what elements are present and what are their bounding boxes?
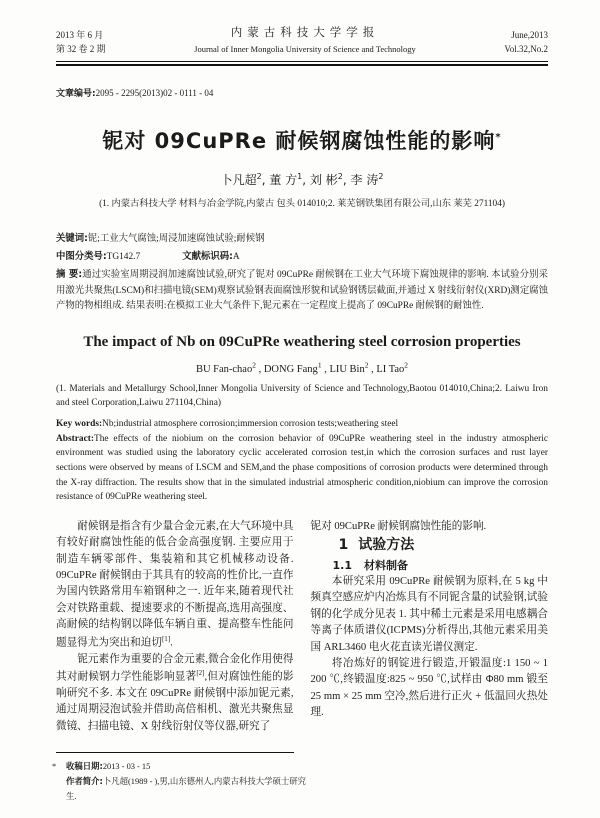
body-paragraph-continuation: 铌对 09CuPRe 耐候钢腐蚀性能的影响. xyxy=(310,520,487,532)
bio-label: 作者简介: xyxy=(66,776,103,787)
header-date-cn: 2013 年 6 月 xyxy=(56,30,104,40)
header-center xyxy=(194,24,416,56)
clc-value: TG142.7 xyxy=(106,252,141,263)
meta-block-cn xyxy=(56,231,548,314)
citation-ref: [2] xyxy=(196,668,205,677)
article-number-label: 文章编号: xyxy=(56,89,96,99)
right-column xyxy=(311,519,549,735)
citation-ref: [1] xyxy=(161,634,171,643)
clc-label: 中图分类号: xyxy=(56,251,107,263)
keywords-en xyxy=(56,419,548,429)
abstract-cn-text: 通过实验室周期浸润加速腐蚀试验,研究了铌对 09CuPRe 耐候钢在工业大气环境下腐蚀规律的影响. 本试验分别采用激光共聚焦(LSCM)和扫描电镜(SEM)观察试验钢表面腐蚀形貌和试验钢锈层截面,并通过 X 射线衍射仪(XRD)测定腐蚀产物的物相组成. 结果表明:在模拟工业大气条件下,铌元素在一定程度上提高了 09CuPRe 耐候钢的耐蚀性. xyxy=(56,270,548,311)
author-cn: 卜凡超$^2$, xyxy=(220,172,266,187)
paper-title-en: The impact of Nb on 09CuPRe weathering steel corrosion properties xyxy=(83,334,521,351)
keywords-cn xyxy=(56,231,548,247)
authors-cn xyxy=(56,171,548,188)
title-footnote-star: * xyxy=(495,132,502,143)
left-column xyxy=(56,519,294,735)
affiliation-cn: (1. 内蒙古科技大学 材料与冶金学院,内蒙古 包头 014010;2. 莱芜钢铁集团有限公司,山东 莱芜 271104) xyxy=(99,199,505,209)
paper-title-cn xyxy=(56,125,548,155)
received-value: 2013 - 03 - 15 xyxy=(102,762,151,772)
header-date-en: June,2013 xyxy=(511,30,548,40)
abstract-en-label: Abstract: xyxy=(56,433,95,444)
author-cn: 董 方$^1$, xyxy=(269,172,307,187)
journal-title-cn: 内蒙古科技大学学报 xyxy=(230,25,380,39)
bio-value: 卜凡超(1989 - ),男,山东德州人,内蒙古科技大学硕士研究生. xyxy=(66,777,306,801)
abstract-en-text: The effects of the niobium on the corrosion behavior of 09CuPRe weathering steel in the industry atmospheric environment was studied using the laboratory cyclic accelerated corrosion test,in which the corrosion surfaces and rust layer sections were observed by means of LSCM and SEM,and the phase compositions of corrosion products were determined through the X-ray diffraction. The results show that in the simulated industrial atmospheric condition,niobium can improve the corrosion resistance of 09CuPRe weathering steel. xyxy=(56,433,548,503)
author-cn: 李 涛$^2$ xyxy=(350,172,384,187)
keywords-en-text: Nb;industrial atmosphere corrosion;immersion corrosion tests;weathering steel xyxy=(102,418,399,429)
abstract-cn-label: 摘 要: xyxy=(56,269,83,281)
author-cn: 刘 彬$^2$, xyxy=(309,172,347,187)
doccode-value: A xyxy=(232,252,240,263)
abstract-en xyxy=(56,432,548,505)
keywords-en-label: Key words: xyxy=(56,418,103,429)
body-paragraph: 本研究采用 09CuPRe 耐候钢为原料,在 5 kg 中频真空感应炉内冶炼具有不同铌含量的试验钢,试验钢的化学成分见表 1. 其中稀土元素是采用电感耦合等离子体质谱仪(ICPMS)分析得出,其他元素采用美国 ARL3460 电火花直读光谱仪测定. xyxy=(310,575,548,653)
keywords-cn-label: 关键词: xyxy=(56,233,88,244)
header-issue-cn: 第 32 卷 2 期 xyxy=(56,43,106,54)
keywords-cn-text: 铌;工业大气腐蚀;周浸加速腐蚀试验;耐候钢 xyxy=(87,234,265,244)
author-en: BU Fan-chao$^2$ , xyxy=(195,360,262,375)
header-rule xyxy=(56,61,548,66)
abstract-cn xyxy=(56,267,548,314)
article-number-value: 2095 - 2295(2013)02 - 0111 - 04 xyxy=(95,88,214,98)
section-heading-1-1: 1.1 材料制备 xyxy=(332,558,408,572)
body-paragraph: 将冶炼好的钢锭进行锻造,开锻温度:1 150 ~ 1 200 ℃,终锻温度:825 ~ 950 ℃,试样由 Φ80 mm 锻至 25 mm × 25 mm 空冷,然后进行正火 + 低温回火热处理. xyxy=(310,657,548,719)
author-en: LIU Bin$^2$ , xyxy=(329,360,374,375)
footnote-star: * xyxy=(52,762,57,772)
body-paragraph: 铌元素作为重要的合金元素,微合金化作用使得其对耐候钢力学性能影响显著[2],但对腐蚀性能的影响研究不多. 本文在 09CuPRe 耐候钢中添加铌元素,通过周期浸泡试验并借助高倍相机、激光共聚焦显微镜、扫描电镜、X 射线衍射仪等仪器,研究了 xyxy=(56,653,294,732)
body-paragraph: 耐候钢是指含有少量合金元素,在大气环境中具有较好耐腐蚀性能的低合金高强度钢. 主要应用于制造车辆零部件、集装箱和其它机械移动设备. 09CuPRe 耐候钢由于其具有的较高的性价比,一直作为国内铁路常用车箱钢种之一. 近年来,随着现代社会对铁路重载、提速要求的不断提高,选用高强度、高耐候的结构钢以降低车辆自重、提高整车性能问题显得尤为突出和迫切[1]. xyxy=(56,520,294,649)
article-number xyxy=(56,86,548,99)
received-label: 收稿日期: xyxy=(66,761,103,772)
affiliation-en: (1. Materials and Metallurgy School,Inner Mongolia University of Science and Technology,Baotou 014010,China;2. Laiwu Iron and steel Corporation,Laiwu 271104,China) xyxy=(56,383,548,408)
journal-header xyxy=(56,24,548,56)
author-en: DONG Fang$^1$ , xyxy=(263,360,327,375)
header-right xyxy=(504,29,548,56)
header-issue-en: Vol.32,No.2 xyxy=(504,43,548,54)
doccode-label: 文献标识码: xyxy=(182,251,233,263)
footnote xyxy=(52,752,306,804)
footnote-rule xyxy=(56,752,294,753)
footnote-bio xyxy=(56,774,306,804)
author-en: LI Tao$^2$ xyxy=(376,360,409,375)
journal-title-en: Journal of Inner Mongolia University of Science and Technology xyxy=(194,44,416,55)
body-columns xyxy=(56,519,548,735)
header-left xyxy=(56,29,106,56)
authors-en xyxy=(56,360,548,375)
clc-line xyxy=(56,249,548,265)
paper-title-cn-text: 铌对 09CuPRe 耐候钢腐蚀性能的影响 xyxy=(102,129,496,153)
section-heading-1: 1 试验方法 xyxy=(338,537,415,554)
footnote-received xyxy=(52,759,306,774)
